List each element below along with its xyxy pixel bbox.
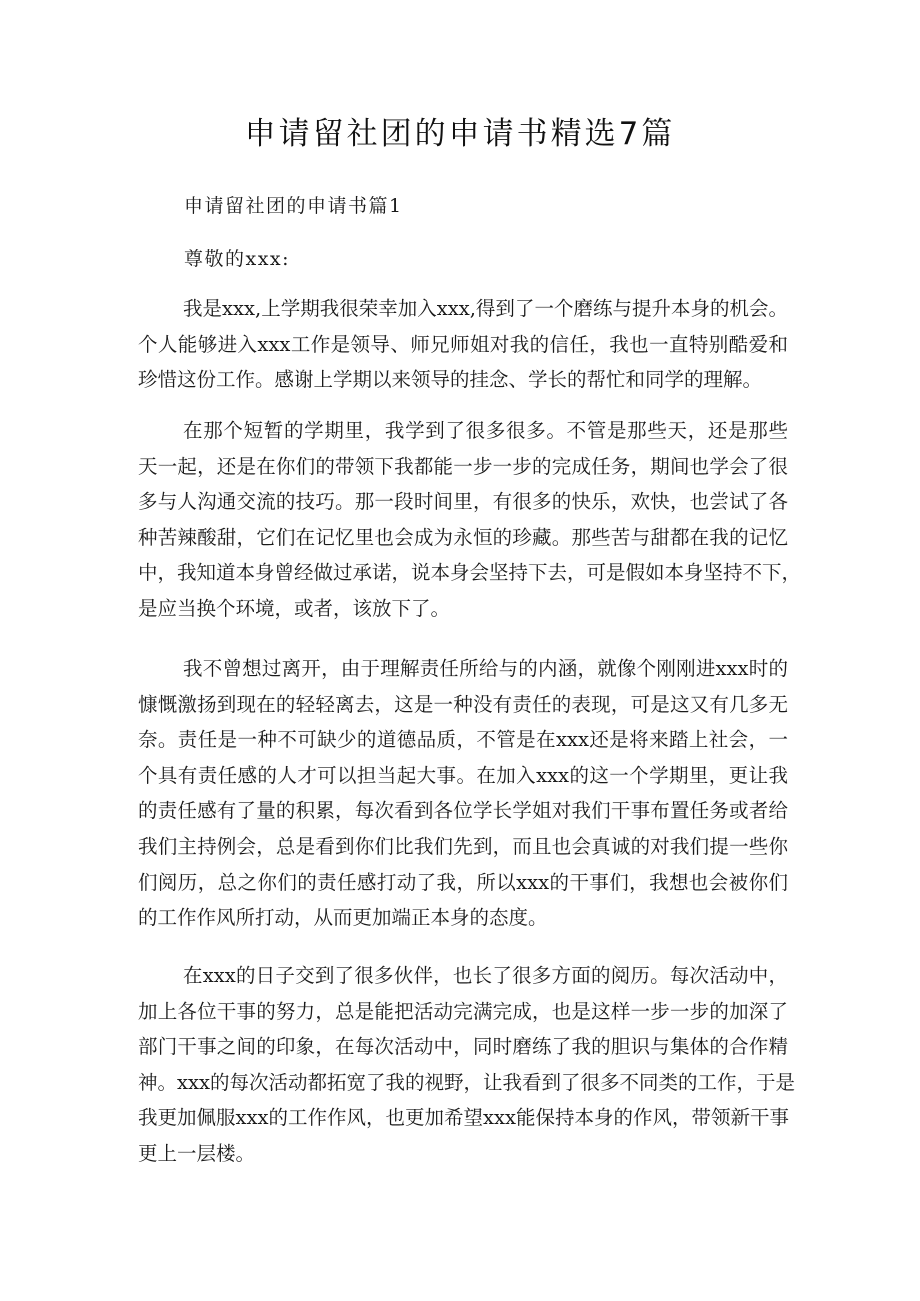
paragraph-3 bbox=[138, 651, 788, 936]
paragraph-line: 更上一层楼。 bbox=[138, 1141, 256, 1165]
paragraph-line: 部门干事之间的印象，在每次活动中，同时磨练了我的胆识与集体的合作精 bbox=[138, 1035, 788, 1059]
paragraph-line: 在那个短暂的学期里，我学到了很多很多。不管是那些天，还是那些 bbox=[183, 419, 788, 442]
paragraph-1 bbox=[138, 291, 788, 398]
paragraph-line: 奈。责任是一种不可缺少的道德品质，不管是在xxx还是将来踏上社会，一 bbox=[138, 728, 788, 752]
salutation: 尊敬的xxx: bbox=[184, 248, 291, 270]
paragraph-line: 慷慨激扬到现在的轻轻离去，这是一种没有责任的表现，可是这又有几多无 bbox=[138, 692, 788, 716]
paragraph-line: 珍惜这份工作。感谢上学期以来领导的挂念、学长的帮忙和同学的理解。 bbox=[138, 368, 763, 392]
paragraph-line: 神。xxx的每次活动都拓宽了我的视野，让我看到了很多不同类的工作，于是 bbox=[138, 1070, 795, 1094]
paragraph-line: 个具有责任感的人才可以担当起大事。在加入xxx的这一个学期里，更让我 bbox=[138, 763, 788, 787]
paragraph-line: 个人能够进入xxx工作是领导、师兄师姐对我的信任，我也一直特别酷爱和 bbox=[138, 332, 788, 356]
paragraph-line: 的工作作风所打动，从而更加端正本身的态度。 bbox=[138, 906, 548, 930]
document-title: 申请留社团的申请书精选7篇 bbox=[244, 116, 676, 152]
paragraph-line: 多与人沟通交流的技巧。那一段时间里，有很多的快乐，欢快，也尝试了各 bbox=[138, 490, 788, 514]
paragraph-2 bbox=[138, 413, 802, 627]
paragraph-line: 加上各位干事的努力，总是能把活动完满完成，也是这样一步一步的加深了 bbox=[138, 999, 788, 1023]
paragraph-line: 们阅历，总之你们的责任感打动了我，所以xxx的干事们，我想也会被你们 bbox=[138, 870, 788, 894]
paragraph-line: 我不曾想过离开，由于理解责任所给与的内涵，就像个刚刚进xxx时的 bbox=[183, 657, 788, 680]
section-heading: 申请留社团的申请书篇1 bbox=[184, 195, 403, 217]
paragraph-line: 中，我知道本身曾经做过承诺，说本身会坚持下去，可是假如本身坚持不下， bbox=[138, 561, 802, 585]
paragraph-line: 我们主持例会，总是看到你们比我们先到，而且也会真诚的对我们提一些你 bbox=[138, 834, 788, 858]
paragraph-line: 在xxx的日子交到了很多伙伴，也长了很多方面的阅历。每次活动中， bbox=[183, 964, 788, 987]
paragraph-line: 是应当换个环境，或者，该放下了。 bbox=[138, 596, 451, 620]
paragraph-line: 种苦辣酸甜，它们在记忆里也会成为永恒的珍藏。那些苦与甜都在我的记忆 bbox=[138, 525, 788, 549]
paragraph-line: 我是xxx,上学期我很荣幸加入xxx,得到了一个磨练与提升本身的机会。 bbox=[183, 297, 788, 320]
paragraph-line: 天一起，还是在你们的带领下我都能一步一步的完成任务，期间也学会了很 bbox=[138, 454, 788, 478]
paragraph-line: 的责任感有了量的积累，每次看到各位学长学姐对我们干事布置任务或者给 bbox=[138, 799, 788, 823]
paragraph-line: 我更加佩服xxx的工作作风，也更加希望xxx能保持本身的作风，带领新干事 bbox=[138, 1106, 789, 1130]
paragraph-4 bbox=[138, 958, 795, 1172]
